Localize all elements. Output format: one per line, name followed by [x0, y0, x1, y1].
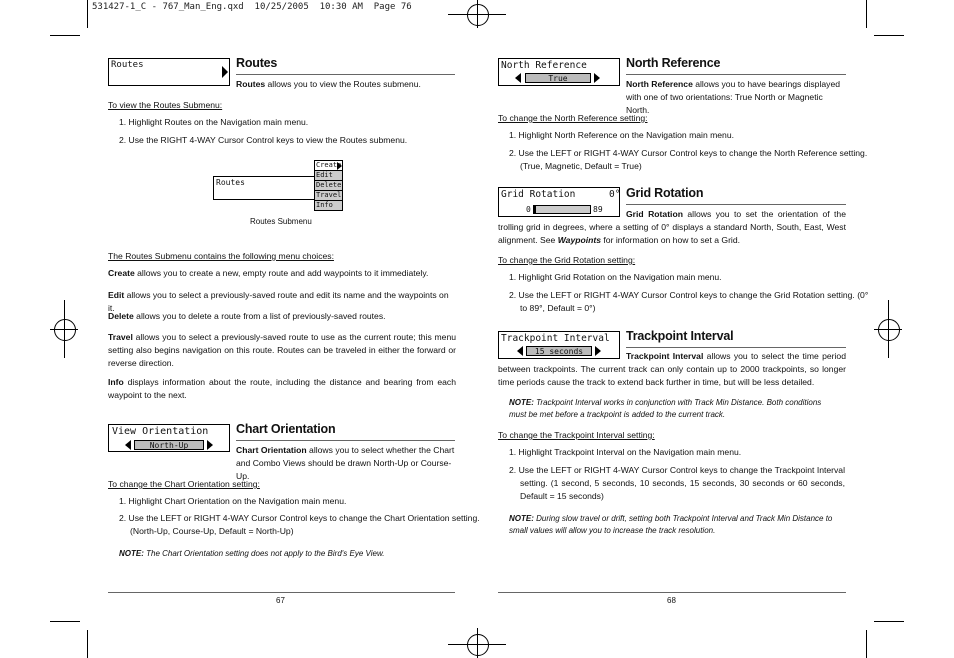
- chart-proc-title: To change the Chart Orientation setting:: [108, 479, 260, 489]
- trackpoint-intro: Trackpoint Interval allows you to select the time period between trackpoints. The current track can only contain up to 2000 trackpoints, so longer time periods cause the track to extend back further in time, but will be less detailed.: [498, 351, 846, 387]
- trackpoint-note-2: NOTE: During slow travel or drift, setting both Trackpoint Interval and Track Min Distance to small values will allow you to increase the track resolution.: [509, 514, 833, 535]
- slider-min-label: 0: [526, 205, 531, 214]
- choice-edit: Edit allows you to select a previously-saved route and edit its name and the waypoints on it.: [108, 290, 449, 313]
- north-step-2-options: (True, Magnetic, Default = True): [520, 161, 642, 171]
- routes-proc-title: To view the Routes Submenu:: [108, 100, 223, 110]
- arrow-right-icon: [337, 162, 342, 170]
- grid-rotation-intro: Grid Rotation allows you to set the orientation of the trolling grid in degrees, where a setting of 0° displays a standard North, South, East, West alignment. See Waypoints for information on how to set a Grid.: [498, 209, 846, 245]
- arrow-left-icon: [515, 73, 521, 83]
- grid-step-1: 1. Highlight Grid Rotation on the Navigation main menu.: [509, 272, 722, 282]
- heading-rule: [236, 440, 455, 441]
- crop-mark: [866, 630, 867, 658]
- arrow-right-icon: [207, 440, 213, 450]
- crop-mark: [87, 630, 88, 658]
- submenu-item-create: Create: [316, 161, 342, 169]
- heading-rule: [626, 347, 846, 348]
- routes-menu-screenshot: [108, 58, 230, 86]
- submenu-item-travel: Travel: [316, 191, 342, 199]
- arrow-left-icon: [125, 440, 131, 450]
- chart-orientation-intro: Chart Orientation allows you to select whether the Chart and Combo Views should be drawn North-Up or Course-Up.: [236, 445, 455, 481]
- chart-step-2-options: (North-Up, Course-Up, Default = North-Up): [130, 526, 294, 536]
- chart-note: NOTE: The Chart Orientation setting does not apply to the Bird's Eye View.: [119, 549, 385, 558]
- page-number-right: 68: [667, 596, 676, 605]
- arrow-right-icon: [594, 73, 600, 83]
- trackpoint-step-1: 1. Highlight Trackpoint Interval on the Navigation main menu.: [509, 447, 742, 457]
- crop-mark: [50, 35, 80, 36]
- trackpoint-step-2: 2. Use the LEFT or RIGHT 4-WAY Cursor Control keys to change the Trackpoint Interval setting. (1 second, 5 seconds, 10 seconds, 15 seconds, 30 seconds or 60 seconds, Default = 15 seconds): [509, 465, 845, 501]
- routes-choices-title: The Routes Submenu contains the following menu choices:: [108, 251, 334, 261]
- chart-step-1: 1. Highlight Chart Orientation on the Navigation main menu.: [119, 496, 347, 506]
- grid-rotation-screenshot: Grid Rotation 0° 0 89: [498, 187, 620, 217]
- submenu-item-info: Info: [314, 200, 343, 211]
- grid-step-2-options: to 89°, Default = 0°): [520, 303, 596, 313]
- grid-step-2: 2. Use the LEFT or RIGHT 4-WAY Cursor Control keys to change the Grid Rotation setting. (0°: [509, 290, 869, 300]
- routes-submenu-mainbox: Routes: [213, 176, 315, 200]
- crop-mark: [866, 0, 867, 28]
- trackpoint-interval-screenshot: Trackpoint Interval 15 seconds: [498, 331, 620, 359]
- routes-menu-label: Routes: [111, 60, 144, 70]
- routes-intro: Routes allows you to view the Routes submenu.: [236, 79, 421, 89]
- crop-mark: [874, 35, 904, 36]
- choice-create: Create allows you to create a new, empty route and add waypoints to it immediately.: [108, 268, 429, 278]
- north-step-2: 2. Use the LEFT or RIGHT 4-WAY Cursor Control keys to change the North Reference setting.: [509, 148, 868, 158]
- figure-caption: Routes Submenu: [250, 217, 312, 226]
- chart-orientation-value: North-Up: [134, 440, 204, 450]
- north-step-1: 1. Highlight North Reference on the Navigation main menu.: [509, 130, 734, 140]
- trackpoint-proc-title: To change the Trackpoint Interval setting:: [498, 430, 655, 440]
- choice-travel: Travel allows you to select a previously-saved route to use as the current route; this menu setting also begins navigation on this route. Routes can be traveled in either the forward or reverse direction.: [108, 332, 456, 368]
- crop-mark: [874, 621, 904, 622]
- routes-heading: Routes: [236, 56, 278, 70]
- trackpoint-note-1: NOTE: Trackpoint Interval works in conjunction with Track Min Distance. Both conditions must be met before a trackpoint is added to the current track.: [509, 398, 822, 419]
- trackpoint-interval-value: 15 seconds: [526, 346, 592, 356]
- north-reference-intro-1: North Reference allows you to have bearings displayed with one of two orientations: True North or Magnetic North.: [626, 79, 840, 115]
- north-proc-title: To change the North Reference setting:: [498, 113, 648, 123]
- heading-rule: [626, 74, 846, 75]
- crop-mark: [50, 621, 80, 622]
- north-reference-screenshot: North Reference True: [498, 58, 620, 86]
- north-reference-heading: North Reference: [626, 56, 721, 70]
- arrow-right-icon: [222, 66, 228, 78]
- page-number-left: 67: [276, 596, 285, 605]
- grid-rotation-heading: Grid Rotation: [626, 186, 704, 200]
- routes-step-2: 2. Use the RIGHT 4-WAY Cursor Control keys to view the Routes submenu.: [119, 135, 408, 145]
- slider-max-label: 89: [593, 205, 603, 214]
- north-reference-value: True: [525, 73, 591, 83]
- heading-rule: [626, 204, 846, 205]
- footer-rule: [108, 592, 455, 593]
- grid-proc-title: To change the Grid Rotation setting:: [498, 255, 636, 265]
- chart-step-2: 2. Use the LEFT or RIGHT 4-WAY Cursor Control keys to change the Chart Orientation setting.: [119, 513, 480, 523]
- choice-delete: Delete allows you to delete a route from a list of previously-saved routes.: [108, 311, 386, 321]
- choice-info: Info displays information about the route, including the distance and bearing from each waypoint to the next.: [108, 377, 456, 400]
- file-slug: 531427-1_C - 767_Man_Eng.qxd 10/25/2005 10:30 AM Page 76: [92, 2, 412, 12]
- trackpoint-interval-heading: Trackpoint Interval: [626, 329, 734, 343]
- chart-orientation-heading: Chart Orientation: [236, 422, 336, 436]
- heading-rule: [236, 74, 455, 75]
- submenu-item-delete: Delete: [316, 181, 342, 189]
- chart-orientation-screenshot: View Orientation North-Up: [108, 424, 230, 452]
- grid-rotation-value: 0°: [609, 189, 621, 200]
- footer-rule: [498, 592, 846, 593]
- submenu-item-edit: Edit: [314, 170, 343, 181]
- crop-mark: [87, 0, 88, 28]
- routes-step-1: 1. Highlight Routes on the Navigation main menu.: [119, 117, 309, 127]
